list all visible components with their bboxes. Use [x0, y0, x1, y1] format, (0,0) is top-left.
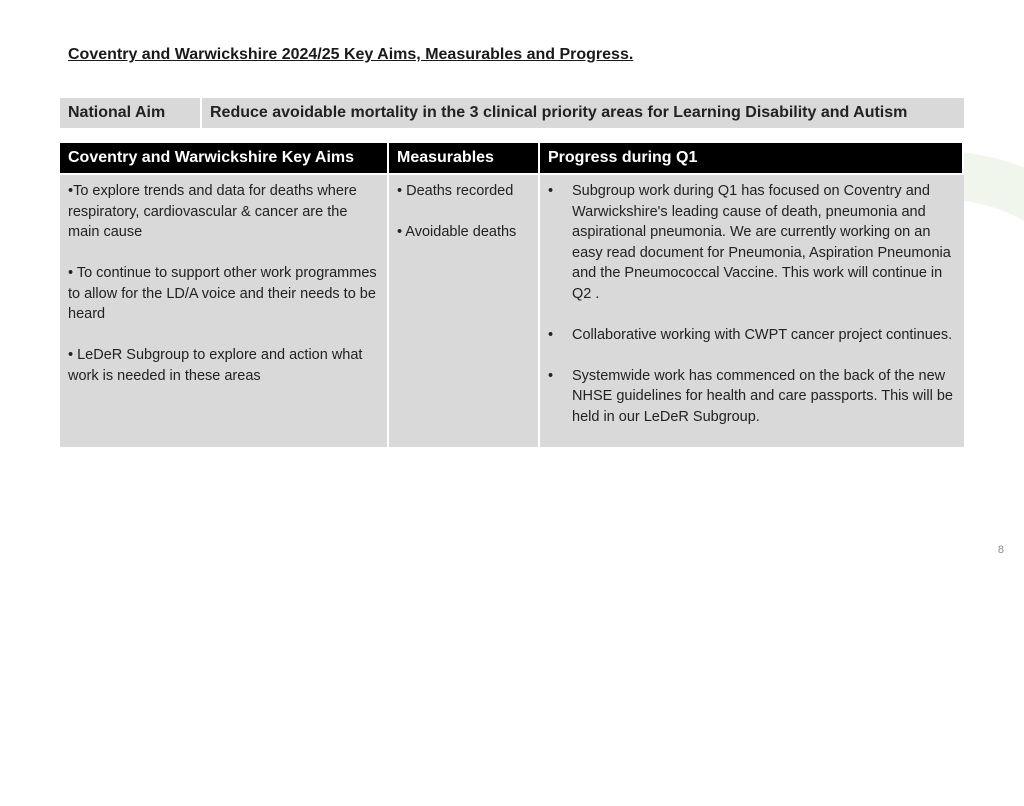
national-aim-label: National Aim — [60, 98, 202, 128]
measurable-item: • Avoidable deaths — [397, 224, 517, 240]
page-title: Coventry and Warwickshire 2024/25 Key Aims, Measurables and Progress. — [68, 46, 634, 63]
key-aim-item: • LeDeR Subgroup to explore and action what work is needed in these areas — [68, 347, 363, 384]
header-key-aims: Coventry and Warwickshire Key Aims — [60, 143, 389, 173]
key-aims-cell — [60, 173, 389, 447]
progress-text: Collaborative working with CWPT cancer project continues. — [572, 326, 953, 343]
progress-text: Subgroup work during Q1 has focused on Coventry and Warwickshire's leading cause of death, pneumonia and aspirational pneumonia. We are currently working on an easy read document for Pneumonia, Aspiration Pneumonia and the Pneumococcal Vaccine. This work will continue in Q2 . — [572, 183, 951, 302]
progress-item — [548, 366, 956, 428]
header-progress: Progress during Q1 — [540, 143, 964, 173]
national-aim-row — [60, 98, 964, 128]
aims-table — [60, 143, 964, 447]
progress-text: Systemwide work has commenced on the back of the new NHSE guidelines for health and care passports. This will be held in our LeDeR Subgroup. — [572, 367, 953, 425]
measurable-item: • Deaths recorded — [397, 183, 514, 199]
key-aim-item: • To continue to support other work programmes to allow for the LD/A voice and their needs to be heard — [68, 265, 377, 322]
header-measurables: Measurables — [389, 143, 540, 173]
page-number: 8 — [997, 544, 1004, 556]
key-aim-item: •To explore trends and data for deaths where respiratory, cardiovascular & cancer are the main cause — [68, 183, 357, 240]
bullet: • — [548, 183, 554, 199]
progress-item — [548, 181, 956, 304]
bullet: • — [548, 326, 554, 343]
progress-cell — [540, 173, 964, 447]
progress-item — [548, 325, 956, 346]
bullet: • — [548, 367, 554, 384]
measurables-cell — [389, 173, 540, 447]
national-aim-text: Reduce avoidable mortality in the 3 clinical priority areas for Learning Disability and Autism — [210, 104, 908, 121]
